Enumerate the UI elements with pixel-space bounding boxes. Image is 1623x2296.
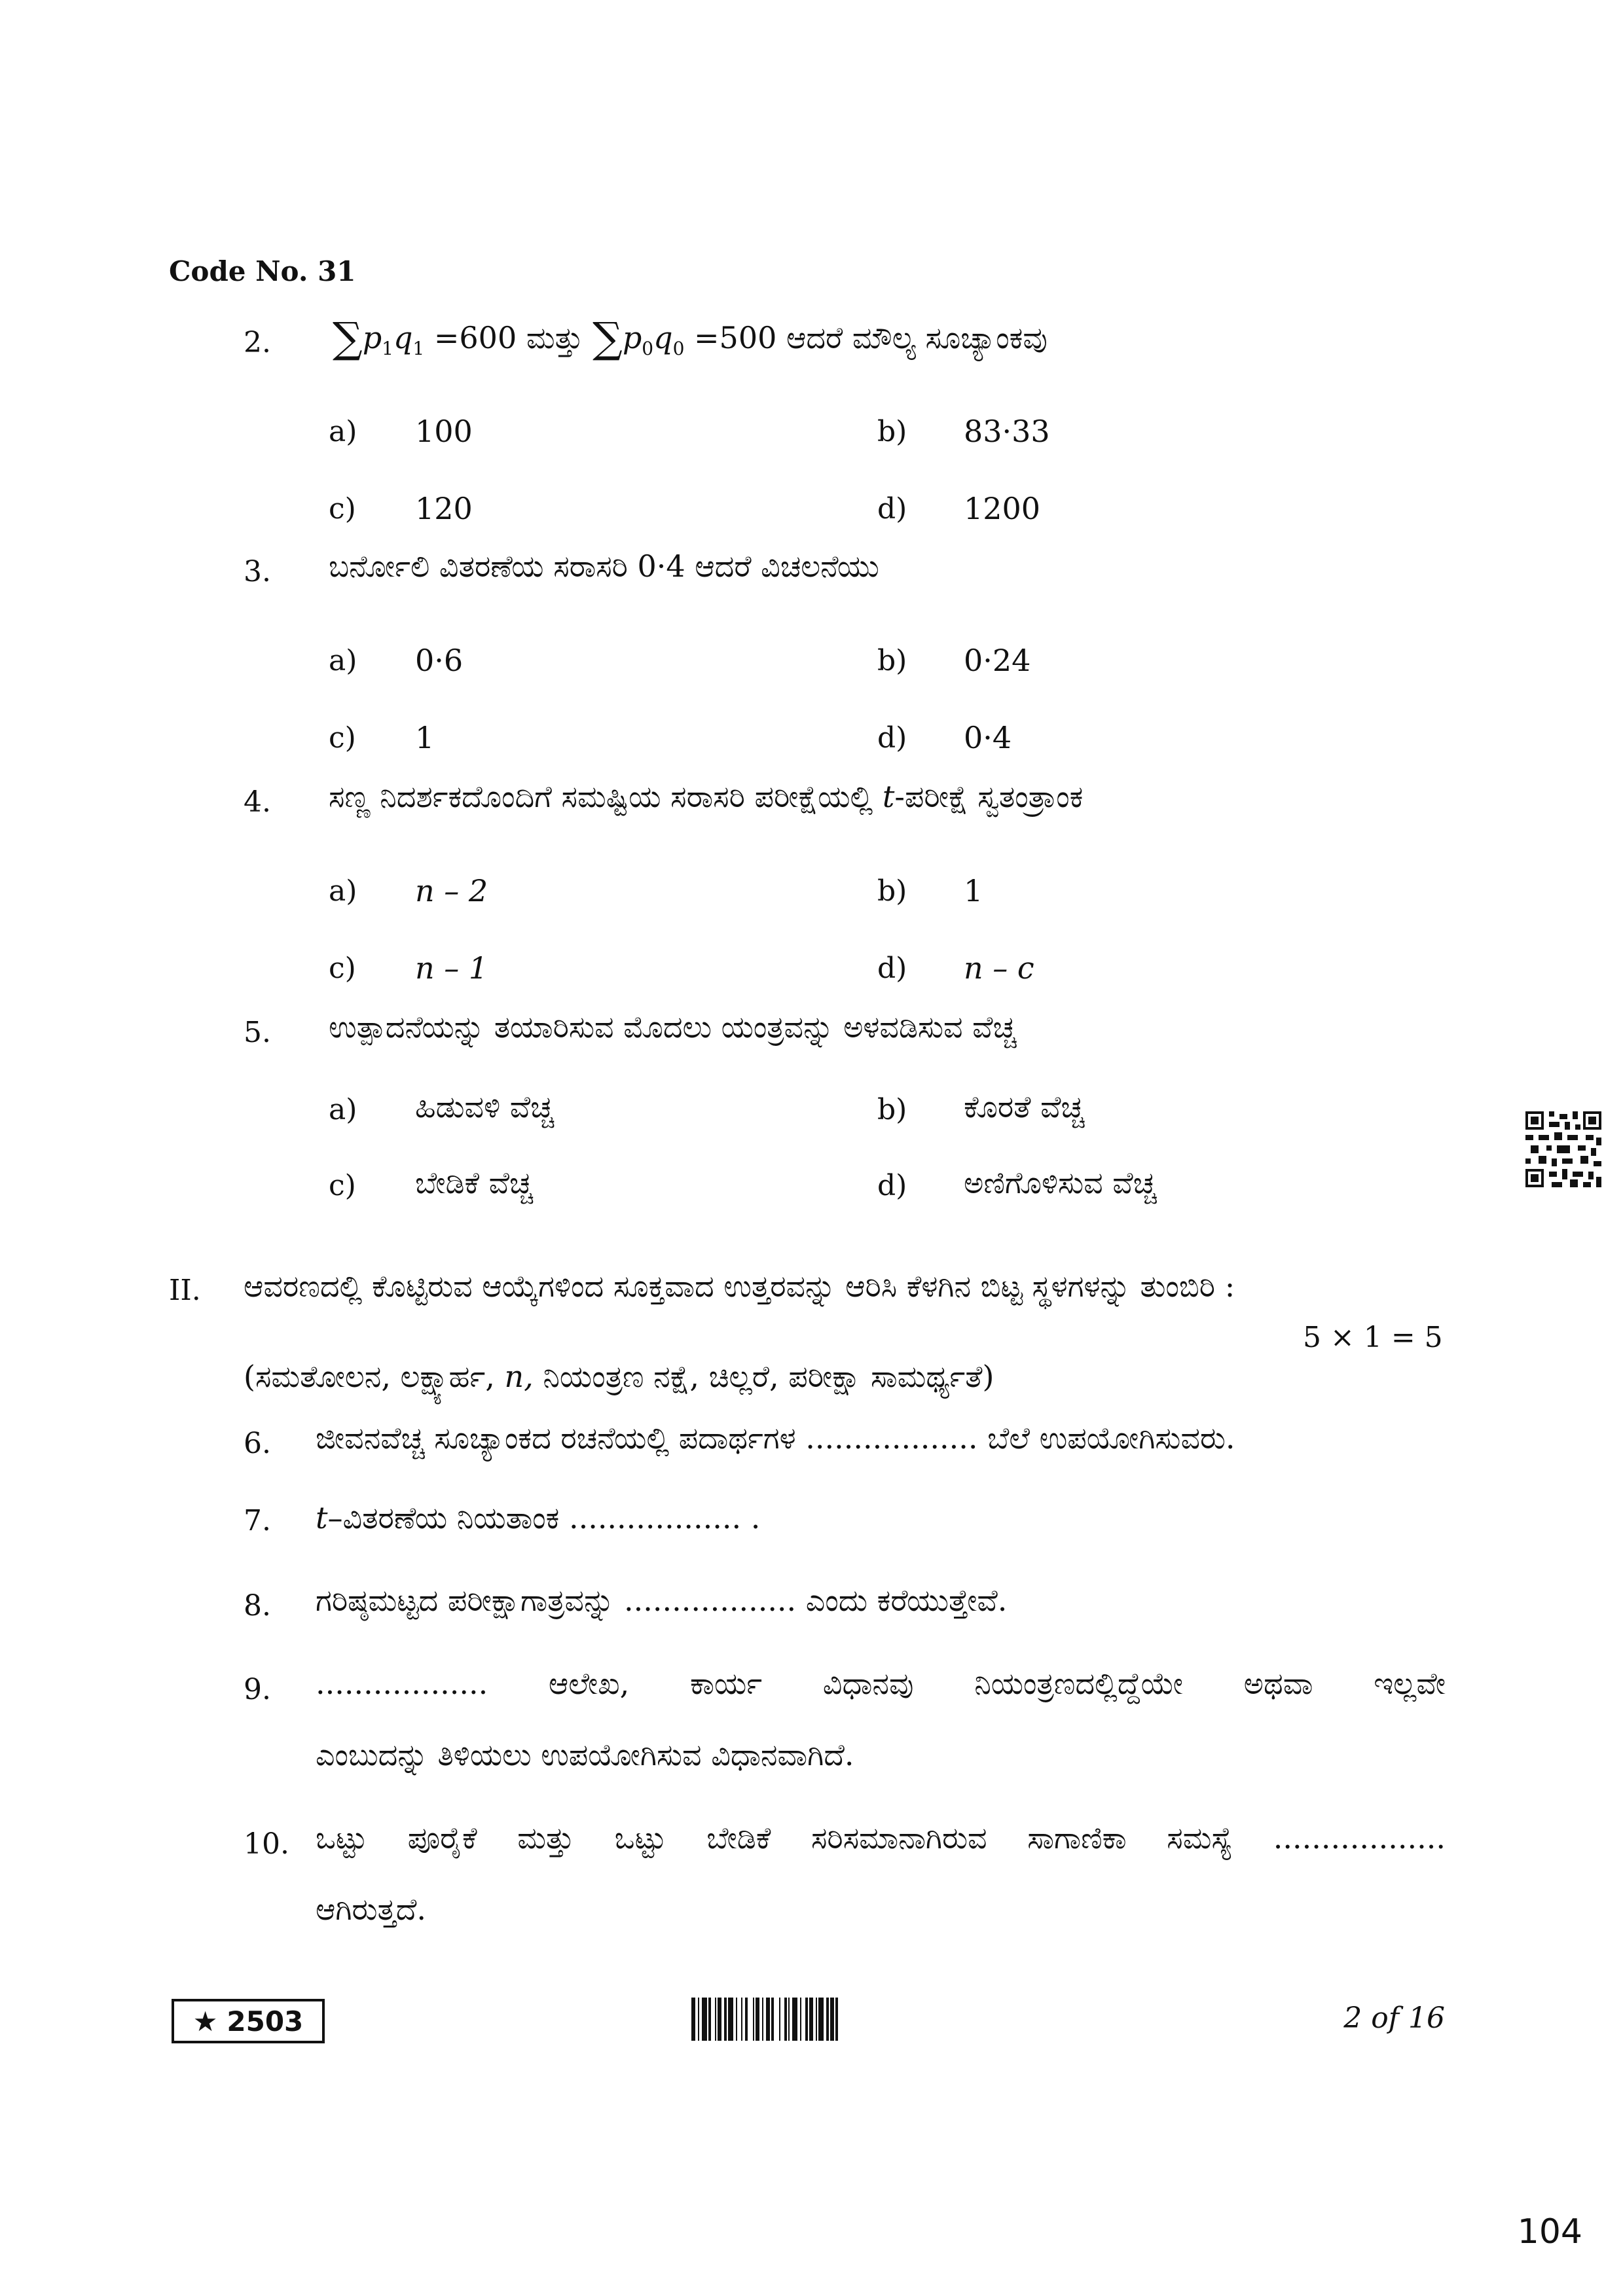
choices-part: ನಿಯಂತ್ರಣ ನಕ್ಷೆ, ಚಿಲ್ಲರೆ, ಪರೀಕ್ಷಾ ಸಾಮರ್ಥ್ಯತೆ) [533,1359,994,1394]
option-value: n – c [964,950,1034,986]
option-label: c) [329,952,356,985]
section-roman: II. [169,1274,201,1307]
sigma-symbol: ∑ [333,314,363,363]
option-value: ಕೊರತೆ ವೆಚ್ಚ [964,1089,1085,1124]
option-value: 120 [415,491,473,526]
option-value: 83·33 [964,414,1050,449]
question-text-9-line2: ಎಂಬುದನ್ನು ತಿಳಿಯಲು ಉಪಯೋಗಿಸುವ ವಿಧಾನವಾಗಿದೆ. [316,1737,854,1772]
option-label: b) [877,874,907,908]
option-label: a) [329,1093,357,1126]
code-number: Code No. 31 [169,255,356,287]
option-label: c) [329,1169,356,1202]
option-value: 1 [964,873,983,908]
option-label: d) [877,721,907,755]
option-value: 0·4 [964,720,1012,755]
variable-t: t [882,779,895,814]
barcode-icon [691,1998,961,2041]
question-text-7 [316,1500,760,1537]
variable-t: t [316,1500,328,1535]
option-value: 0·6 [415,643,464,678]
question-number-10: 10. [244,1827,289,1861]
question-text-10-line1: ಒಟ್ಟು ಪೂರೈಕೆ ಮತ್ತು ಒಟ್ಟು ಬೇಡಿಕೆ ಸರಿಸಮಾನಾಗಿರುವ ಸಾಗಾಣಿಕಾ ಸಮಸ್ಯೆ .................. [316,1820,1446,1856]
option-label: c) [329,721,356,755]
formula-term1-value: =600 [433,320,517,355]
option-label: b) [877,415,907,448]
star-icon: ★ [192,2005,218,2037]
question-number-4: 4. [244,785,271,819]
option-value: 1200 [964,491,1041,526]
question-text-part: ಸಣ್ಣ ನಿದರ್ಶಕದೊಂದಿಗೆ ಸಮಷ್ಟಿಯ ಸರಾಸರಿ ಪರೀಕ್ಷೆಯಲ್ಲಿ [329,779,883,814]
formula-term2-value: =500 [694,320,777,355]
formula-connector: ಮತ್ತು [526,320,583,355]
question-number-5: 5. [244,1016,271,1049]
question-text-6: ಜೀವನವೆಚ್ಚ ಸೂಚ್ಯಾಂಕದ ರಚನೆಯಲ್ಲಿ ಪದಾರ್ಥಗಳ .................. ಬೆಲೆ ಉಪಯೋಗಿಸುವರು. [316,1420,1235,1456]
sigma-symbol: ∑ [593,314,623,363]
option-value: ಅಣಿಗೊಳಿಸುವ ವೆಚ್ಚ [964,1165,1157,1200]
option-label: d) [877,492,907,526]
question-text-9-line1: .................. ಆಲೇಖ, ಕಾರ್ಯ ವಿಧಾನವು ನಿಯಂತ್ರಣದಲ್ಲಿದ್ದೆಯೇ ಅಥವಾ ಇಲ್ಲವೇ [316,1666,1446,1701]
formula-suffix: ಆದರೆ ಮೌಲ್ಯ ಸೂಚ್ಯಾಂಕವು [786,320,1048,355]
question-number-3: 3. [244,555,271,588]
option-label: d) [877,1169,907,1202]
qr-code-icon [1525,1111,1601,1187]
option-value: n – 2 [415,873,488,908]
question-text-4 [329,779,1083,816]
option-label: a) [329,644,357,677]
marks-scheme: 5 × 1 = 5 [1303,1321,1443,1354]
choices-list [244,1359,994,1395]
question-number-8: 8. [244,1589,271,1623]
question-number-6: 6. [244,1427,271,1460]
question-text-3: ಬರ್ನೋಲಿ ವಿತರಣೆಯ ಸರಾಸರಿ 0·4 ಆದರೆ ವಿಚಲನೆಯು [329,548,879,584]
option-label: a) [329,874,357,908]
question-number-2: 2. [244,326,271,359]
section-instruction: ಆವರಣದಲ್ಲಿ ಕೊಟ್ಟಿರುವ ಆಯ್ಕೆಗಳಿಂದ ಸೂಕ್ತವಾದ ಉತ್ತರವನ್ನು ಆರಿಸಿ ಕೆಳಗಿನ ಬಿಟ್ಟ ಸ್ಥಳಗಳನ್ನು ತುಂಬಿರಿ : [244,1268,1235,1304]
option-value: ಬೇಡಿಕೆ ವೆಚ್ಚ [415,1165,533,1200]
option-label: d) [877,952,907,985]
question-number-7: 7. [244,1504,271,1537]
option-label: a) [329,415,357,448]
page-of-indicator: 2 of 16 [1343,2001,1445,2035]
option-value: ಹಿಡುವಳಿ ವೆಚ್ಚ [415,1089,555,1124]
question-text-5: ಉತ್ಪಾದನೆಯನ್ನು ತಯಾರಿಸುವ ಮೊದಲು ಯಂತ್ರವನ್ನು ಅಳವಡಿಸುವ ವೆಚ್ಚ [329,1009,1017,1045]
option-label: b) [877,1093,907,1126]
option-label: b) [877,644,907,677]
booklet-code-badge [172,1999,325,2043]
question-text-8: ಗರಿಷ್ಠಮಟ್ಟದ ಪರೀಕ್ಷಾಗಾತ್ರವನ್ನು .................. ಎಂದು ಕರೆಯುತ್ತೇವೆ. [316,1583,1008,1618]
question-number-9: 9. [244,1673,271,1706]
variable-n: n, [504,1359,534,1394]
option-value: n – 1 [415,950,488,986]
option-value: 0·24 [964,643,1031,678]
page-number: 104 [1517,2212,1582,2251]
booklet-code: 2503 [227,2005,304,2037]
choices-part: (ಸಮತೋಲನ, ಲಕ್ಷ್ಯಾರ್ಹ, [244,1359,505,1394]
option-value: 100 [415,414,473,449]
question-text-part: –ವಿತರಣೆಯ ನಿಯತಾಂಕ .................. . [327,1500,761,1535]
option-label: c) [329,492,356,526]
option-value: 1 [415,720,435,755]
question-text-part: -ಪರೀಕ್ಷೆ ಸ್ವತಂತ್ರಾಂಕ [894,779,1084,814]
question-text-2: $\sum p_1q_1 =600$ ಮತ್ತು $\sum p_0q_0 =500$ ಆದರೆ ಮೌಲ್ಯ ಸೂಚ್ಯಾಂಕವು [333,314,1048,363]
question-text-10-line2: ಆಗಿರುತ್ತದೆ. [316,1892,426,1927]
